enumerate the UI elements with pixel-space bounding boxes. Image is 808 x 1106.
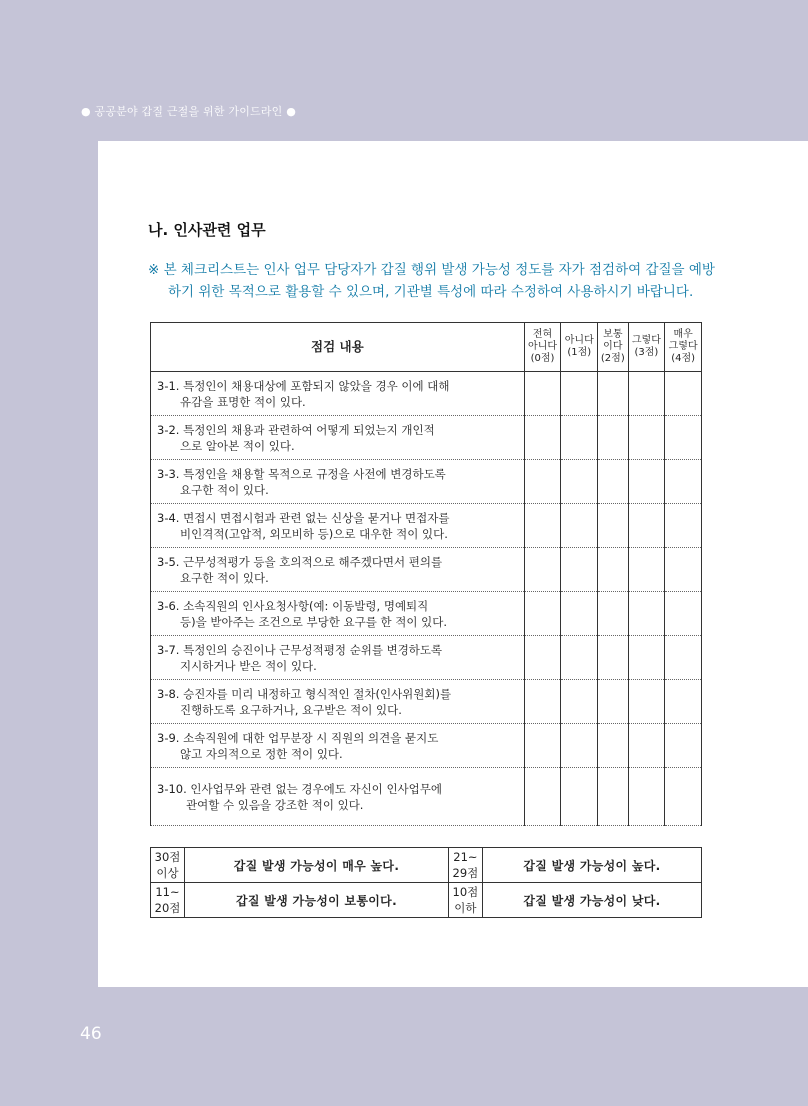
legend-range-line2: 이하 (454, 901, 477, 915)
checklist-row (151, 504, 702, 548)
checklist-header-row (151, 323, 702, 372)
header-score-2 (598, 323, 628, 372)
header-score-4 (665, 323, 702, 372)
item-line-1: 면접시 면접시험과 관련 없는 신상을 묻거나 면접자를 (183, 510, 450, 525)
checklist-row (151, 636, 702, 680)
score-cell[interactable] (524, 416, 561, 460)
checklist-row (151, 724, 702, 768)
score-cell[interactable] (561, 636, 598, 680)
score-cell[interactable] (524, 548, 561, 592)
score-cell[interactable] (561, 504, 598, 548)
item-line-2: 관여할 수 있음을 강조한 적이 있다. (186, 797, 364, 812)
item-text (151, 416, 525, 460)
item-text (151, 592, 525, 636)
score-cell[interactable] (598, 592, 628, 636)
item-number: 3-3. (157, 466, 180, 481)
item-number: 3-5. (157, 554, 180, 569)
score-cell[interactable] (628, 548, 665, 592)
item-text (151, 372, 525, 416)
score-cell[interactable] (598, 636, 628, 680)
score-cell[interactable] (561, 372, 598, 416)
item-number: 3-6. (157, 598, 180, 613)
score-cell[interactable] (628, 416, 665, 460)
score-cell[interactable] (628, 460, 665, 504)
legend-description: 갑질 발생 가능성이 낮다. (482, 883, 701, 918)
header-score-4-line3: (4점) (671, 353, 696, 364)
item-number: 3-2. (157, 422, 180, 437)
item-number: 3-10. (157, 781, 187, 796)
item-number: 3-9. (157, 730, 180, 745)
header-score-0-line1: 전혀 (532, 329, 553, 340)
score-cell[interactable] (561, 460, 598, 504)
score-cell[interactable] (561, 592, 598, 636)
score-cell[interactable] (665, 504, 702, 548)
header-score-0-line3: (0점) (530, 353, 555, 364)
score-cell[interactable] (524, 680, 561, 724)
item-text (151, 768, 525, 826)
legend-range-line2: 29점 (452, 866, 479, 880)
item-line-1: 특정인이 채용대상에 포함되지 않았을 경우 이에 대해 (183, 378, 450, 393)
score-cell[interactable] (598, 460, 628, 504)
item-line-1: 소속직원에 대한 업무분장 시 직원의 의견을 묻지도 (183, 730, 439, 745)
item-line-1: 특정인을 채용할 목적으로 규정을 사전에 변경하도록 (183, 466, 446, 481)
score-cell[interactable] (598, 548, 628, 592)
checklist-note (148, 259, 718, 303)
score-cell[interactable] (561, 724, 598, 768)
running-header: ● 공공분야 갑질 근절을 위한 가이드라인 ● (81, 105, 296, 118)
score-cell[interactable] (598, 504, 628, 548)
item-line-2: 않고 자의적으로 정한 적이 있다. (180, 746, 343, 761)
score-cell[interactable] (524, 372, 561, 416)
item-line-2: 진행하도록 요구하거나, 요구받은 적이 있다. (180, 702, 402, 717)
score-cell[interactable] (665, 636, 702, 680)
item-text (151, 724, 525, 768)
score-cell[interactable] (628, 592, 665, 636)
page-number: 46 (80, 1024, 102, 1044)
score-cell[interactable] (598, 680, 628, 724)
item-number: 3-8. (157, 686, 180, 701)
score-cell[interactable] (561, 680, 598, 724)
legend-description: 갑질 발생 가능성이 높다. (482, 848, 701, 883)
item-line-2: 지시하거나 받은 적이 있다. (180, 658, 317, 673)
score-cell[interactable] (628, 372, 665, 416)
item-text (151, 680, 525, 724)
item-line-2: 유감을 표명한 적이 있다. (180, 394, 306, 409)
item-number: 3-7. (157, 642, 180, 657)
legend-range-line2: 이상 (156, 866, 179, 880)
legend-row (151, 883, 702, 918)
legend-range-line1: 11~ (155, 885, 180, 899)
score-cell[interactable] (665, 372, 702, 416)
score-cell[interactable] (524, 460, 561, 504)
legend-range-line1: 30점 (154, 850, 181, 864)
header-score-3-line1: 그렇다 (631, 335, 661, 346)
score-cell[interactable] (628, 636, 665, 680)
score-cell[interactable] (524, 724, 561, 768)
checklist-row (151, 548, 702, 592)
score-cell[interactable] (628, 680, 665, 724)
item-line-1: 인사업무와 관련 없는 경우에도 자신이 인사업무에 (190, 781, 442, 796)
header-score-3-line2: (3점) (634, 347, 659, 358)
score-cell[interactable] (665, 460, 702, 504)
checklist-row (151, 680, 702, 724)
score-cell[interactable] (524, 768, 561, 826)
header-item: 점검 내용 (151, 323, 525, 372)
score-cell[interactable] (561, 548, 598, 592)
legend-description: 갑질 발생 가능성이 매우 높다. (185, 848, 449, 883)
legend-range-line1: 10점 (452, 885, 479, 899)
score-cell[interactable] (598, 372, 628, 416)
item-line-1: 특정인의 채용과 관련하여 어떻게 되었는지 개인적 (183, 422, 435, 437)
legend-range (448, 883, 482, 918)
score-cell[interactable] (628, 504, 665, 548)
checklist-row (151, 416, 702, 460)
section-title: 나. 인사관련 업무 (148, 221, 266, 239)
legend-range-line1: 21~ (453, 850, 478, 864)
score-cell[interactable] (561, 768, 598, 826)
checklist-row (151, 460, 702, 504)
checklist-row (151, 372, 702, 416)
item-line-2: 으로 알아본 적이 있다. (180, 438, 295, 453)
header-score-2-line2: 이다 (603, 341, 623, 352)
item-line-1: 특정인의 승진이나 근무성적평정 순위를 변경하도록 (183, 642, 443, 657)
score-cell[interactable] (524, 504, 561, 548)
item-text (151, 636, 525, 680)
header-score-0-line2: 아니다 (528, 341, 558, 352)
item-line-1: 승진자를 미리 내정하고 형식적인 절차(인사위원회)를 (183, 686, 452, 701)
score-legend-table (150, 847, 702, 918)
score-cell[interactable] (665, 416, 702, 460)
checklist-row (151, 592, 702, 636)
header-score-1-line1: 아니다 (564, 335, 594, 346)
header-score-4-line1: 매우 (673, 329, 693, 340)
header-score-2-line3: (2점) (600, 353, 625, 364)
item-line-1: 소속직원의 인사요청사항(예: 이동발령, 명예퇴직 (183, 598, 429, 613)
checklist-row (151, 768, 702, 826)
score-cell[interactable] (524, 636, 561, 680)
header-score-3 (628, 323, 665, 372)
checklist-table (150, 322, 702, 826)
score-cell[interactable] (561, 416, 598, 460)
item-line-2: 요구한 적이 있다. (180, 570, 269, 585)
score-cell[interactable] (665, 592, 702, 636)
header-score-4-line2: 그렇다 (668, 341, 698, 352)
document-sheet (98, 141, 808, 987)
item-text (151, 460, 525, 504)
score-cell[interactable] (628, 724, 665, 768)
item-line-2: 요구한 적이 있다. (180, 482, 269, 497)
score-cell[interactable] (665, 724, 702, 768)
score-cell[interactable] (665, 680, 702, 724)
score-cell[interactable] (628, 768, 665, 826)
legend-description: 갑질 발생 가능성이 보통이다. (185, 883, 449, 918)
legend-range (448, 848, 482, 883)
legend-row (151, 848, 702, 883)
note-line-2: 하기 위한 목적으로 활용할 수 있으며, 기관별 특성에 따라 수정하여 사용하시기 바랍니다. (168, 284, 694, 300)
score-cell[interactable] (524, 592, 561, 636)
item-number: 3-1. (157, 378, 180, 393)
item-line-2: 등)을 받아주는 조건으로 부당한 요구를 한 적이 있다. (180, 614, 448, 629)
legend-range-line2: 20점 (154, 901, 181, 915)
note-line-1: ※ 본 체크리스트는 인사 업무 담당자가 갑질 행위 발생 가능성 정도를 자가 점검하여 갑질을 예방 (148, 262, 715, 278)
score-cell[interactable] (598, 724, 628, 768)
score-cell[interactable] (665, 548, 702, 592)
header-score-1-line2: (1점) (567, 347, 592, 358)
score-cell[interactable] (598, 416, 628, 460)
header-score-1 (561, 323, 598, 372)
header-score-0 (524, 323, 561, 372)
item-number: 3-4. (157, 510, 180, 525)
header-score-2-line1: 보통 (603, 329, 623, 340)
item-text (151, 504, 525, 548)
legend-range (151, 848, 185, 883)
score-cell[interactable] (665, 768, 702, 826)
item-text (151, 548, 525, 592)
score-cell[interactable] (598, 768, 628, 826)
item-line-1: 근무성적평가 등을 호의적으로 해주겠다면서 편의를 (183, 554, 443, 569)
item-line-2: 비인격적(고압적, 외모비하 등)으로 대우한 적이 있다. (180, 526, 448, 541)
legend-range (151, 883, 185, 918)
